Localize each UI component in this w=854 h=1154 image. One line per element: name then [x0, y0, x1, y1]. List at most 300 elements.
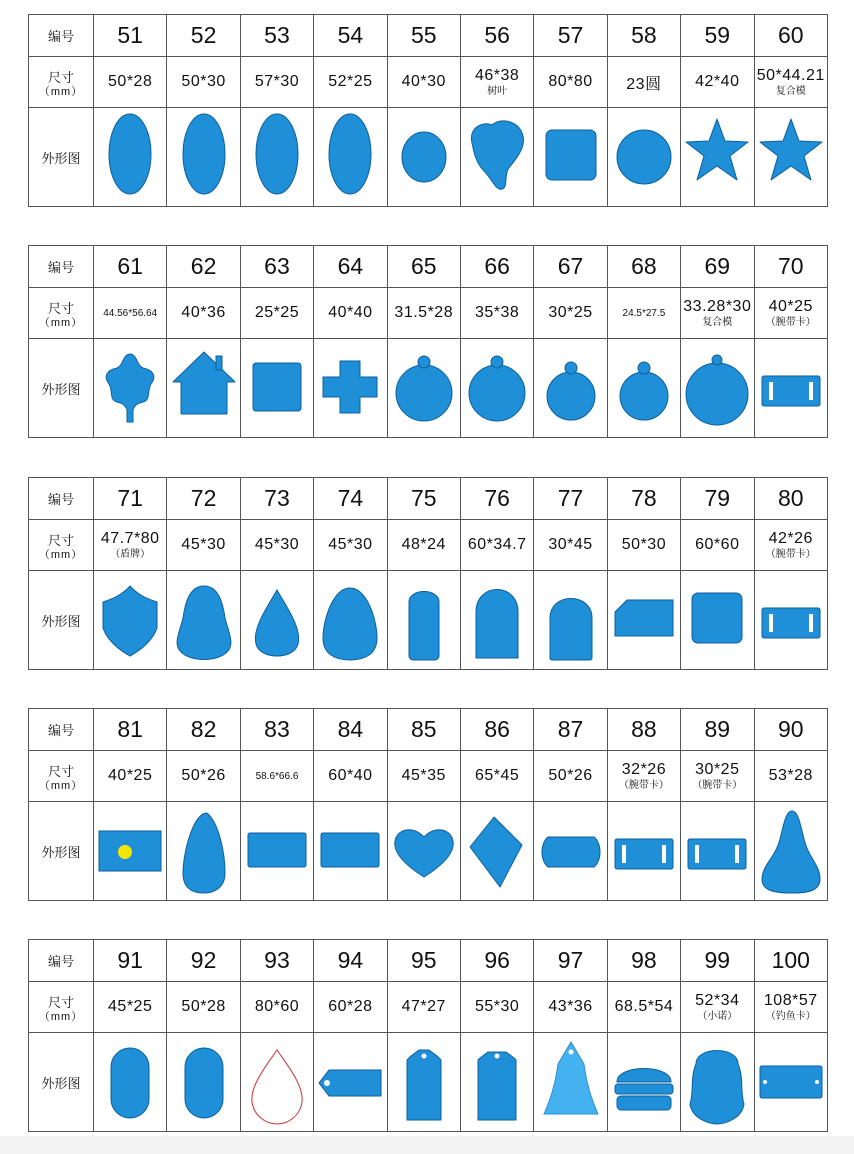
item-size: 55*30	[474, 998, 520, 1015]
spec-table-2	[28, 245, 828, 438]
item-size-cell	[387, 57, 460, 108]
item-size-cell	[607, 288, 680, 339]
item-size-cell	[754, 57, 827, 108]
burger-shape	[609, 1034, 679, 1130]
size-row	[29, 982, 828, 1033]
item-number: 62	[167, 246, 240, 288]
item-number: 58	[607, 15, 680, 57]
item-size-cell	[460, 288, 533, 339]
item-shape-cell	[94, 339, 167, 438]
item-size-cell	[754, 751, 827, 802]
item-number: 74	[314, 478, 387, 520]
item-size-cell	[314, 288, 387, 339]
item-number: 89	[681, 709, 754, 751]
item-shape-cell	[607, 1033, 680, 1132]
item-size: 80*60	[254, 998, 300, 1015]
item-size-cell	[681, 982, 754, 1033]
item-size-cell	[314, 57, 387, 108]
size-label	[29, 57, 94, 108]
item-size: 53*28	[768, 767, 813, 784]
item-shape-cell	[681, 339, 754, 438]
item-size: 58.6*66.6	[255, 770, 299, 782]
item-size: 57*30	[254, 73, 300, 90]
rounded-square-shape	[682, 572, 752, 668]
star-shape	[682, 109, 752, 205]
price-tag-wide-shape	[462, 1034, 532, 1130]
outline-drop-shape	[242, 1034, 312, 1130]
item-size-cell	[387, 288, 460, 339]
item-shape-cell	[607, 571, 680, 670]
item-note: （腕带卡）	[692, 780, 743, 791]
item-size-cell	[607, 520, 680, 571]
item-shape-cell	[387, 1033, 460, 1132]
item-size-cell	[94, 520, 167, 571]
size-label	[29, 288, 94, 339]
item-shape-cell	[534, 339, 607, 438]
item-shape-cell	[460, 339, 533, 438]
barrel-shape	[536, 803, 606, 899]
item-number: 97	[534, 940, 607, 982]
leaf-shape	[462, 109, 532, 205]
number-label: 编号	[29, 478, 94, 520]
pear-shape	[169, 572, 239, 668]
item-number: 59	[681, 15, 754, 57]
item-shape-cell	[754, 339, 827, 438]
item-size-cell	[167, 520, 240, 571]
item-shape-cell	[681, 802, 754, 901]
band-card-shape	[609, 803, 679, 899]
size-label-line2: （mm）	[38, 85, 84, 98]
item-shape-cell	[681, 1033, 754, 1132]
item-shape-cell	[240, 1033, 313, 1132]
item-shape-cell	[387, 339, 460, 438]
shield-shape	[95, 572, 165, 668]
item-note: （腕带卡）	[765, 549, 816, 560]
item-number: 79	[681, 478, 754, 520]
item-shape-cell	[240, 339, 313, 438]
number-row	[29, 478, 828, 520]
size-row	[29, 288, 828, 339]
item-number: 84	[314, 709, 387, 751]
rect-dot-shape	[95, 803, 165, 899]
shape-label: 外形图	[29, 1033, 94, 1132]
cut-rect-shape	[609, 572, 679, 668]
item-size: 30*25	[548, 304, 593, 321]
number-label: 编号	[29, 15, 94, 57]
shape-row	[29, 571, 828, 670]
item-number: 93	[240, 940, 313, 982]
item-shape-cell	[240, 108, 313, 207]
item-number: 86	[460, 709, 533, 751]
item-size-cell	[94, 288, 167, 339]
item-size: 47.7*80	[100, 530, 160, 547]
spec-table-3	[28, 477, 828, 670]
item-shape-cell	[314, 571, 387, 670]
size-label-line1: 尺寸	[47, 69, 74, 85]
item-shape-cell	[94, 802, 167, 901]
item-number: 51	[94, 15, 167, 57]
item-size-cell	[240, 520, 313, 571]
item-size-cell	[94, 57, 167, 108]
item-shape-cell	[607, 108, 680, 207]
item-size: 50*28	[108, 73, 153, 90]
shape-row	[29, 108, 828, 207]
item-shape-cell	[167, 1033, 240, 1132]
item-number: 83	[240, 709, 313, 751]
item-size: 47*27	[401, 998, 446, 1015]
pill-shape	[95, 1034, 165, 1130]
footer-strip	[0, 1136, 854, 1154]
item-size: 60*60	[695, 536, 740, 553]
item-number: 95	[387, 940, 460, 982]
shape-label: 外形图	[29, 108, 94, 207]
tomb-shape	[462, 572, 532, 668]
item-number: 90	[754, 709, 827, 751]
item-number: 53	[240, 15, 313, 57]
item-note: （腕带卡）	[618, 780, 669, 791]
tree-star-shape	[95, 340, 165, 436]
number-label: 编号	[29, 709, 94, 751]
tomb-small-shape	[536, 572, 606, 668]
size-label	[29, 520, 94, 571]
item-number: 69	[681, 246, 754, 288]
spec-table	[28, 14, 828, 207]
item-shape-cell	[314, 802, 387, 901]
item-number: 75	[387, 478, 460, 520]
size-label-line2: （mm）	[38, 316, 84, 329]
band-card-shape	[756, 340, 826, 436]
item-size-cell	[754, 982, 827, 1033]
shape-label: 外形图	[29, 571, 94, 670]
item-size: 60*40	[328, 767, 373, 784]
round-tag-small-shape	[536, 340, 606, 436]
item-size: 52*25	[328, 73, 373, 90]
size-label-line2: （mm）	[38, 1010, 84, 1023]
item-number: 87	[534, 709, 607, 751]
item-size: 35*38	[474, 304, 520, 321]
item-size: 68.5*54	[614, 998, 674, 1015]
item-size-cell	[387, 982, 460, 1033]
badge-shape	[682, 1034, 752, 1130]
rect-shape	[315, 803, 385, 899]
item-number: 65	[387, 246, 460, 288]
item-number: 63	[240, 246, 313, 288]
item-shape-cell	[754, 571, 827, 670]
item-size-cell	[240, 57, 313, 108]
luggage-tag-shape	[315, 1034, 385, 1130]
item-size: 43*36	[548, 998, 593, 1015]
item-size: 50*26	[181, 767, 226, 784]
item-size: 40*25	[768, 298, 813, 315]
item-size: 30*25	[695, 761, 740, 778]
item-note: 复合模	[775, 86, 806, 97]
item-number: 92	[167, 940, 240, 982]
tall-drop-shape	[169, 803, 239, 899]
item-size: 24.5*27.5	[622, 307, 666, 319]
size-label-line1: 尺寸	[47, 300, 74, 316]
item-shape-cell	[94, 571, 167, 670]
item-shape-cell	[387, 802, 460, 901]
shape-row	[29, 1033, 828, 1132]
item-number: 61	[94, 246, 167, 288]
item-number: 81	[94, 709, 167, 751]
price-tag-shape	[389, 1034, 459, 1130]
item-number: 78	[607, 478, 680, 520]
item-size-cell	[460, 982, 533, 1033]
item-number: 73	[240, 478, 313, 520]
house-shape	[169, 340, 239, 436]
item-size-cell	[314, 751, 387, 802]
item-shape-cell	[754, 108, 827, 207]
item-size-cell	[240, 288, 313, 339]
item-shape-cell	[240, 571, 313, 670]
kite-shape	[462, 803, 532, 899]
item-shape-cell	[167, 108, 240, 207]
item-shape-cell	[534, 108, 607, 207]
item-size-cell	[387, 520, 460, 571]
item-size-cell	[534, 751, 607, 802]
size-label-line1: 尺寸	[47, 994, 74, 1010]
size-row	[29, 57, 828, 108]
circle-shape	[609, 109, 679, 205]
number-label: 编号	[29, 246, 94, 288]
size-label-line1: 尺寸	[47, 532, 74, 548]
item-size-cell	[460, 57, 533, 108]
item-number: 91	[94, 940, 167, 982]
item-number: 67	[534, 246, 607, 288]
pill-shape	[169, 1034, 239, 1130]
shape-label: 外形图	[29, 802, 94, 901]
number-row	[29, 15, 828, 57]
ellipse-tall-shape	[242, 109, 312, 205]
band-card-shape	[756, 572, 826, 668]
item-size: 45*30	[328, 536, 373, 553]
ellipse-tall-shape	[95, 109, 165, 205]
item-size-cell	[534, 57, 607, 108]
shape-label: 外形图	[29, 339, 94, 438]
item-number: 82	[167, 709, 240, 751]
item-size-cell	[387, 751, 460, 802]
item-shape-cell	[534, 1033, 607, 1132]
size-label	[29, 982, 94, 1033]
item-note: （小诺）	[697, 1011, 738, 1022]
size-label-line2: （mm）	[38, 548, 84, 561]
item-shape-cell	[460, 1033, 533, 1132]
item-number: 66	[460, 246, 533, 288]
item-size-cell	[167, 57, 240, 108]
item-size-cell	[681, 751, 754, 802]
item-size: 50*28	[181, 998, 226, 1015]
item-number: 70	[754, 246, 827, 288]
item-shape-cell	[94, 1033, 167, 1132]
item-size-cell	[607, 751, 680, 802]
number-row	[29, 246, 828, 288]
item-size: 30*45	[548, 536, 593, 553]
item-shape-cell	[94, 108, 167, 207]
item-size: 33.28*30	[683, 298, 752, 315]
item-number: 72	[167, 478, 240, 520]
shape-row	[29, 802, 828, 901]
item-size: 52*34	[695, 992, 740, 1009]
item-size-cell	[240, 982, 313, 1033]
item-shape-cell	[240, 802, 313, 901]
heart-shape	[389, 803, 459, 899]
ellipse-tall-shape	[315, 109, 385, 205]
tassel-shape	[536, 1034, 606, 1130]
item-size-cell	[167, 751, 240, 802]
item-shape-cell	[460, 802, 533, 901]
item-size: 45*30	[181, 536, 226, 553]
item-size: 32*26	[621, 761, 667, 778]
item-size-cell	[534, 982, 607, 1033]
item-number: 54	[314, 15, 387, 57]
item-size-cell	[240, 751, 313, 802]
item-size-cell	[754, 520, 827, 571]
item-size: 50*26	[548, 767, 593, 784]
item-size: 50*44.21	[756, 67, 825, 84]
item-shape-cell	[387, 571, 460, 670]
size-row	[29, 520, 828, 571]
round-tag-shape	[462, 340, 532, 436]
item-size: 42*26	[768, 530, 813, 547]
item-size-cell	[681, 288, 754, 339]
item-size: 23圆	[626, 75, 662, 93]
item-note: （腕带卡）	[765, 317, 816, 328]
item-number: 77	[534, 478, 607, 520]
item-size-cell	[167, 982, 240, 1033]
item-shape-cell	[607, 802, 680, 901]
item-shape-cell	[167, 339, 240, 438]
band-card-shape	[682, 803, 752, 899]
item-shape-cell	[607, 339, 680, 438]
item-size-cell	[534, 288, 607, 339]
item-size-cell	[681, 57, 754, 108]
item-number: 96	[460, 940, 533, 982]
number-row	[29, 709, 828, 751]
item-number: 64	[314, 246, 387, 288]
egg-shape	[315, 572, 385, 668]
item-size: 108*57	[763, 992, 818, 1009]
item-size: 60*28	[328, 998, 373, 1015]
rounded-square-shape	[536, 109, 606, 205]
item-number: 98	[607, 940, 680, 982]
square-shape	[242, 340, 312, 436]
item-shape-cell	[754, 802, 827, 901]
item-number: 76	[460, 478, 533, 520]
item-size: 40*30	[401, 73, 446, 90]
item-note: （盾牌）	[110, 549, 151, 560]
item-number: 60	[754, 15, 827, 57]
item-size-cell	[167, 288, 240, 339]
item-shape-cell	[534, 571, 607, 670]
size-label-line1: 尺寸	[47, 763, 74, 779]
spec-table	[28, 939, 828, 1132]
spec-table	[28, 708, 828, 901]
item-size: 25*25	[254, 304, 300, 321]
item-shape-cell	[534, 802, 607, 901]
item-number: 52	[167, 15, 240, 57]
star-shape	[756, 109, 826, 205]
item-size-cell	[534, 520, 607, 571]
item-size: 40*36	[181, 304, 226, 321]
cross-shape	[315, 340, 385, 436]
item-size-cell	[607, 982, 680, 1033]
size-row	[29, 751, 828, 802]
item-size: 50*30	[181, 73, 226, 90]
item-shape-cell	[681, 108, 754, 207]
item-shape-cell	[314, 339, 387, 438]
item-number: 80	[754, 478, 827, 520]
item-size: 40*40	[328, 304, 373, 321]
capsule-rect-shape	[389, 572, 459, 668]
item-number: 100	[754, 940, 827, 982]
rect-shape	[242, 803, 312, 899]
item-size: 42*40	[695, 73, 740, 90]
spec-table-1	[28, 14, 828, 207]
item-number: 94	[314, 940, 387, 982]
item-size-cell	[314, 982, 387, 1033]
number-label: 编号	[29, 940, 94, 982]
spec-table-5	[28, 939, 828, 1132]
spec-table	[28, 477, 828, 670]
item-size: 31.5*28	[394, 304, 454, 321]
ellipse-small-shape	[389, 109, 459, 205]
round-tag-small-shape	[609, 340, 679, 436]
item-note: （钓鱼卡）	[765, 1011, 816, 1022]
size-label-line2: （mm）	[38, 779, 84, 792]
item-number: 57	[534, 15, 607, 57]
item-shape-cell	[167, 571, 240, 670]
item-size: 40*25	[108, 767, 153, 784]
ellipse-tall-shape	[169, 109, 239, 205]
item-size: 45*25	[108, 998, 153, 1015]
item-note: 复合模	[702, 317, 733, 328]
item-size: 60*34.7	[467, 536, 527, 553]
item-size: 65*45	[474, 767, 520, 784]
spec-table	[28, 245, 828, 438]
item-size: 45*35	[401, 767, 446, 784]
bell-shape	[756, 803, 826, 899]
item-size: 50*30	[621, 536, 667, 553]
size-label	[29, 751, 94, 802]
item-shape-cell	[314, 1033, 387, 1132]
item-size: 80*80	[548, 73, 593, 90]
item-size: 45*30	[254, 536, 300, 553]
item-shape-cell	[754, 1033, 827, 1132]
shape-row	[29, 339, 828, 438]
round-tag-shape	[389, 340, 459, 436]
item-shape-cell	[460, 108, 533, 207]
item-shape-cell	[681, 571, 754, 670]
drop-shape	[242, 572, 312, 668]
item-note: 树叶	[487, 86, 508, 97]
item-number: 99	[681, 940, 754, 982]
item-size: 48*24	[401, 536, 446, 553]
item-size-cell	[94, 751, 167, 802]
item-size-cell	[314, 520, 387, 571]
round-tag-large-shape	[682, 340, 752, 436]
item-size-cell	[607, 57, 680, 108]
item-size: 46*38	[474, 67, 520, 84]
item-size-cell	[460, 751, 533, 802]
item-shape-cell	[314, 108, 387, 207]
item-shape-cell	[460, 571, 533, 670]
item-size-cell	[460, 520, 533, 571]
item-size-cell	[754, 288, 827, 339]
item-shape-cell	[167, 802, 240, 901]
item-shape-cell	[387, 108, 460, 207]
fishing-card-shape	[756, 1034, 826, 1130]
